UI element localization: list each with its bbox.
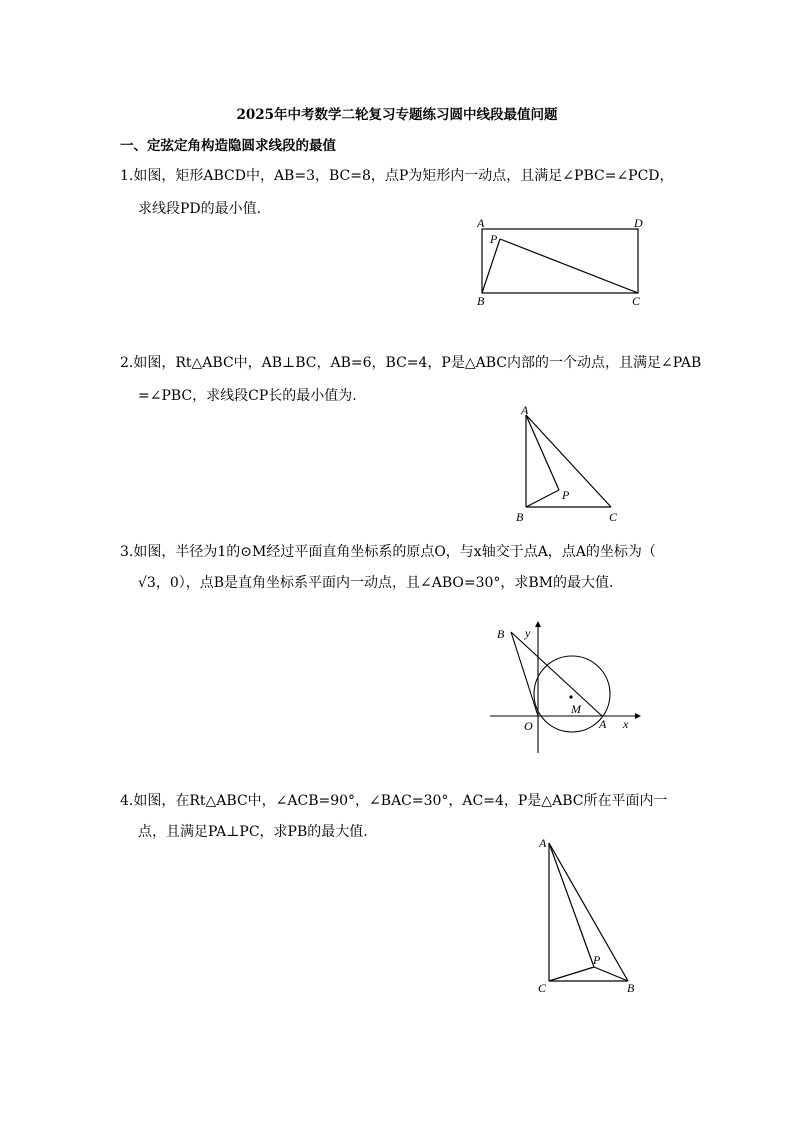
label-a: A [599, 717, 607, 731]
label-p: P [562, 488, 570, 502]
problem-4-line-2: 点，且满足PA⊥PC，求PB的最大值. [138, 824, 368, 840]
label-b: B [627, 981, 635, 995]
problem-3-line-1: 3.如图，半径为1的⊙M经过平面直角坐标系的原点O，与x轴交于点A，点A的坐标为（ [120, 544, 656, 560]
segment-pc [500, 239, 638, 293]
label-x: x [623, 717, 629, 731]
label-b: B [516, 510, 524, 524]
y-axis-arrow [535, 621, 541, 627]
label-c: C [538, 981, 547, 995]
problem-2-line-1: 2.如图，Rt△ABC中，AB⊥BC，AB=6，BC=4，P是△ABC内部的一个动点，且满足∠PAB [120, 355, 702, 371]
label-p: P [490, 232, 498, 246]
label-o: O [524, 719, 533, 733]
label-d: D [634, 216, 643, 230]
segment-bp [526, 490, 559, 507]
problem-2-line-2: =∠PBC，求线段CP长的最小值为. [138, 388, 357, 404]
problem-4-figure [530, 830, 650, 1000]
label-c: C [609, 510, 618, 524]
problem-1-figure [470, 212, 660, 312]
segment-cp [549, 967, 594, 981]
segment-bp [482, 239, 500, 293]
label-c: C [632, 294, 641, 308]
label-p: P [593, 953, 601, 967]
segment-pb [594, 967, 628, 981]
label-y: y [525, 626, 531, 640]
problem-3-line-2: √3，0），点B是直角坐标系平面内一动点，且∠ABO=30°，求BM的最大值. [138, 575, 614, 591]
problem-4-line-1: 4.如图，在Rt△ABC中，∠ACB=90°，∠BAC=30°，AC=4，P是△ABC所在平面内一 [120, 793, 668, 809]
segment-ab [549, 843, 628, 981]
document-title: 2025年中考数学二轮复习专题练习圆中线段最值问题 [236, 107, 558, 123]
problem-1-line-1: 1.如图，矩形ABCD中，AB=3，BC=8，点P为矩形内一动点，且满足∠PBC=∠PCD， [120, 168, 674, 184]
center-m-dot [569, 695, 572, 698]
problem-3-figure [480, 615, 650, 760]
section-heading: 一、定弦定角构造隐圆求线段的最值 [120, 138, 336, 154]
label-m: M [571, 702, 581, 716]
label-b: B [477, 294, 485, 308]
label-a: A [477, 216, 485, 230]
problem-2-figure [505, 400, 635, 528]
segment-ap [549, 843, 594, 967]
label-a: A [539, 836, 547, 850]
segment-ap [526, 415, 559, 490]
x-axis-arrow [635, 713, 641, 719]
label-b: B [497, 627, 505, 641]
label-a: A [521, 403, 529, 417]
problem-1-line-2: 求线段PD的最小值. [138, 201, 262, 217]
